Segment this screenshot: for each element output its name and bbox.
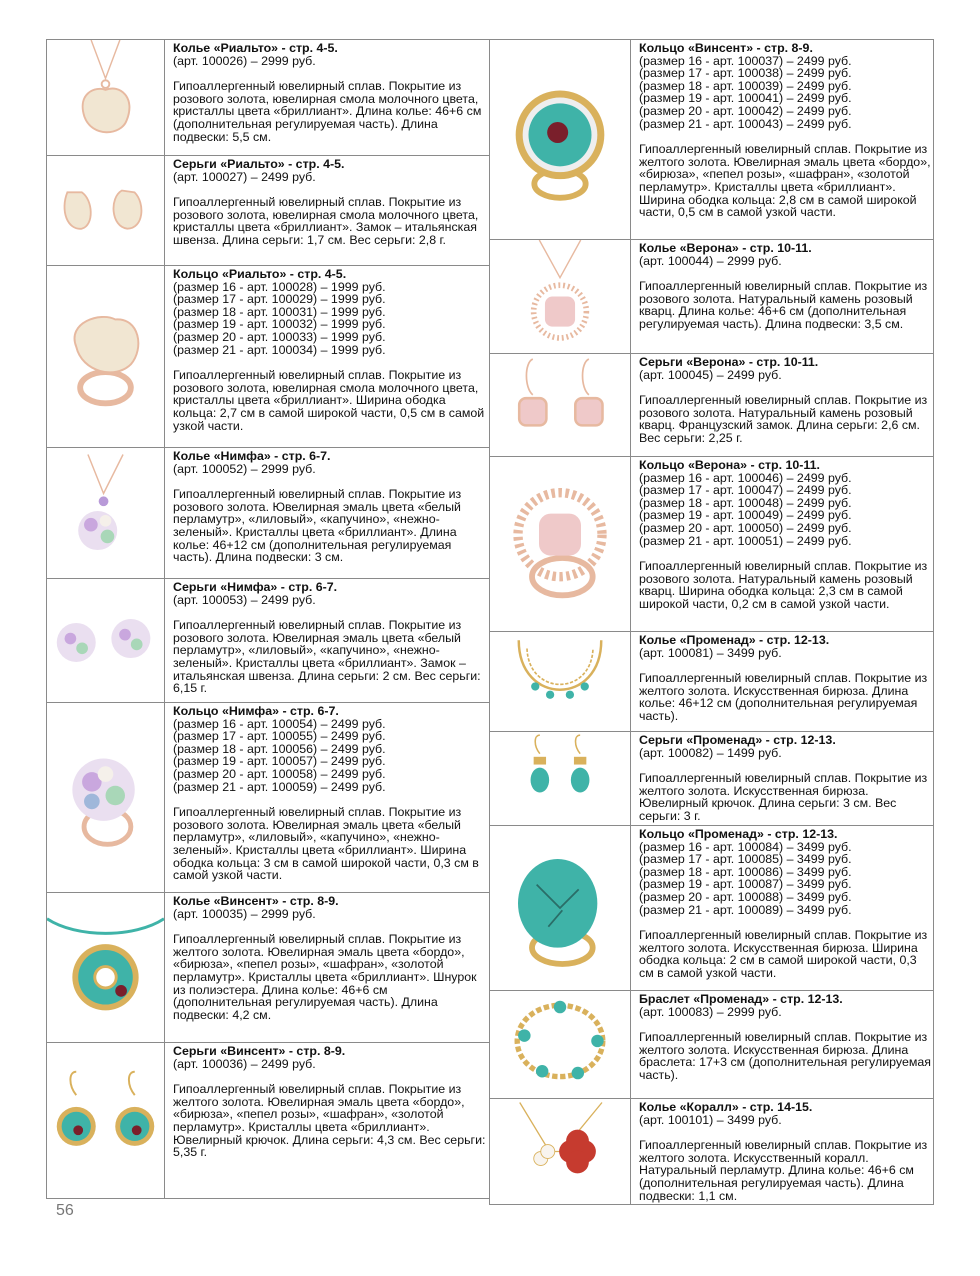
product-title: Кольцо «Винсент» - стр. 8-9. bbox=[639, 41, 813, 55]
product-title: Колье «Коралл» - стр. 14-15. bbox=[639, 1100, 813, 1114]
product-price-line: (размер 20 - арт. 100058) – 2499 руб. bbox=[173, 766, 386, 781]
product-row-verona-ring bbox=[490, 457, 933, 632]
product-price-line: (размер 17 - арт. 100029) – 1999 руб. bbox=[173, 292, 386, 307]
product-info bbox=[631, 457, 933, 631]
product-title: Колье «Верона» - стр. 10-11. bbox=[639, 241, 812, 255]
product-image-enamel-dome-ring bbox=[490, 40, 631, 239]
product-price-line: (размер 21 - арт. 100089) – 3499 руб. bbox=[639, 902, 852, 917]
product-price-line: (арт. 100036) – 2499 руб. bbox=[173, 1056, 316, 1071]
product-info bbox=[165, 579, 489, 702]
product-price-line: (арт. 100027) – 2499 руб. bbox=[173, 169, 316, 184]
product-info bbox=[165, 703, 489, 892]
product-row-vinsent-ring bbox=[490, 40, 933, 240]
product-price-line: (размер 21 - арт. 100051) – 2499 руб. bbox=[639, 533, 852, 548]
product-title: Кольцо «Нимфа» - стр. 6-7. bbox=[173, 704, 339, 718]
product-image-enamel-disc-pendant-on-cord bbox=[47, 893, 165, 1042]
product-image-rose-gold-resin-earrings bbox=[47, 156, 165, 265]
product-title: Колье «Променад» - стр. 12-13. bbox=[639, 633, 830, 647]
product-image-enamel-disc-earrings bbox=[47, 1043, 165, 1198]
product-price-line: (арт. 100052) – 2999 руб. bbox=[173, 461, 316, 476]
product-price-line: (размер 18 - арт. 100048) – 2499 руб. bbox=[639, 495, 852, 510]
product-description: Гипоаллергенный ювелирный сплав. Покрытие из розового золота, ювелирная смола молочного цвета, кристаллы цвета «бриллиант». Замок – итальянская швенза. Длина серьги: 1,7 см. Вес серьги: 2,8 г. bbox=[173, 195, 479, 247]
product-description: Гипоаллергенный ювелирный сплав. Покрытие из розового золота. Натуральный камень розовый кварц. Французский замок. Длина серьги: 2,6 см. Вес серьги: 2,25 г. bbox=[639, 393, 928, 445]
product-title: Кольцо «Верона» - стр. 10-11. bbox=[639, 458, 820, 472]
product-row-verona-earrings bbox=[490, 354, 933, 457]
product-title: Серьги «Винсент» - стр. 8-9. bbox=[173, 1044, 346, 1058]
product-price-line: (размер 20 - арт. 100050) – 2499 руб. bbox=[639, 520, 852, 535]
product-price-line: (размер 19 - арт. 100041) – 2499 руб. bbox=[639, 91, 852, 106]
product-description: Гипоаллергенный ювелирный сплав. Покрытие из розового золота, ювелирная смола молочного цвета, кристаллы цвета «бриллиант». Ширина ободка кольца: 2,7 см в самой широкой части, 0,5 см в самой узкой части. bbox=[173, 368, 485, 433]
product-title: Колье «Винсент» - стр. 8-9. bbox=[173, 894, 339, 908]
page-number: 56 bbox=[56, 1202, 74, 1219]
product-price-line: (размер 17 - арт. 100055) – 2499 руб. bbox=[173, 729, 386, 744]
product-row-vinsent-earrings bbox=[47, 1043, 489, 1198]
product-image-rose-gold-resin-ring bbox=[47, 266, 165, 447]
product-price-line: (размер 16 - арт. 100037) – 2499 руб. bbox=[639, 53, 852, 68]
product-image-flower-cluster-pendant bbox=[47, 448, 165, 578]
product-info bbox=[631, 826, 933, 990]
product-description: Гипоаллергенный ювелирный сплав. Покрытие из розового золота, ювелирная смола молочного цвета, кристаллы цвета «бриллиант». Длина колье: 46+6 см (дополнительная регулируемая часть). Длина подвески: 5,5 см. bbox=[173, 79, 482, 144]
product-title: Серьги «Нимфа» - стр. 6-7. bbox=[173, 580, 338, 594]
product-image-turquoise-dome-ring bbox=[490, 826, 631, 990]
product-title: Серьги «Променад» - стр. 12-13. bbox=[639, 733, 836, 747]
product-price-line: (размер 16 - арт. 100028) – 1999 руб. bbox=[173, 279, 386, 294]
product-row-rialto-ring bbox=[47, 266, 489, 448]
product-description: Гипоаллергенный ювелирный сплав. Покрытие из розового золота. Натуральный камень розовый кварц. Длина колье: 46+6 см (дополнительная регулируемая часть). Длина подвески: 3,5 см. bbox=[639, 279, 928, 331]
product-description: Гипоаллергенный ювелирный сплав. Покрытие из розового золота. Ювелирная эмаль цвета «белый перламутр», «лиловый», «капучино», «нежно-зеленый». Кристаллы цвета «бриллиант». Ширина ободка кольца: 3 см в самой широкой части, 0,3 см в самой узкой части. bbox=[173, 805, 479, 883]
product-description: Гипоаллергенный ювелирный сплав. Покрытие из желтого золота. Искусственная бирюза. Ювелирный крючок. Длина серьги: 3 см. Вес серьги: 3 г. bbox=[639, 771, 928, 823]
product-description: Гипоаллергенный ювелирный сплав. Покрытие из желтого золота. Искусственная бирюза. Ширина ободка кольца: 2 см в самой широкой части, 0,3 см в самой узкой части. bbox=[639, 928, 928, 980]
product-description: Гипоаллергенный ювелирный сплав. Покрытие из желтого золота. Ювелирная эмаль цвета «бордо», «бирюза», «пепел розы», «шафран», «золотой перламутр». Кристаллы цвета «бриллиант». Ширина ободка кольца: 2,8 см в самой широкой части, 0,5 см в самой узкой части. bbox=[639, 142, 931, 220]
product-info bbox=[165, 893, 489, 1042]
product-image-rose-gold-resin-pendant bbox=[47, 40, 165, 155]
product-description: Гипоаллергенный ювелирный сплав. Покрытие из желтого золота. Искусственная бирюза. Длина колье: 46+12 см (дополнительная регулируемая часть). bbox=[639, 671, 928, 723]
product-price-line: (размер 16 - арт. 100084) – 3499 руб. bbox=[639, 839, 852, 854]
product-price-line: (размер 20 - арт. 100042) – 2499 руб. bbox=[639, 103, 852, 118]
product-image-rose-quartz-ring bbox=[490, 457, 631, 631]
catalog-column-right bbox=[489, 39, 934, 1205]
product-info bbox=[165, 1043, 489, 1198]
product-price-line: (арт. 100083) – 2999 руб. bbox=[639, 1004, 782, 1019]
product-info bbox=[165, 156, 489, 265]
catalog-column-left bbox=[46, 39, 490, 1199]
product-image-turquoise-drop-earrings bbox=[490, 732, 631, 825]
product-price-line: (размер 19 - арт. 100032) – 1999 руб. bbox=[173, 317, 386, 332]
product-price-line: (размер 21 - арт. 100059) – 2499 руб. bbox=[173, 779, 386, 794]
product-title: Серьги «Риальто» - стр. 4-5. bbox=[173, 157, 345, 171]
product-price-line: (размер 17 - арт. 100038) – 2499 руб. bbox=[639, 66, 852, 81]
product-info bbox=[631, 354, 933, 456]
product-price-line: (арт. 100044) – 2999 руб. bbox=[639, 253, 782, 268]
product-price-line: (размер 17 - арт. 100047) – 2499 руб. bbox=[639, 483, 852, 498]
product-price-line: (размер 19 - арт. 100087) – 3499 руб. bbox=[639, 877, 852, 892]
product-title: Кольцо «Риальто» - стр. 4-5. bbox=[173, 267, 347, 281]
product-description: Гипоаллергенный ювелирный сплав. Покрытие из желтого золота. Искусственная бирюза. Длина браслета: 17+3 см (дополнительная регулируемая часть). bbox=[639, 1030, 931, 1082]
product-row-rialto-necklace bbox=[47, 40, 489, 156]
product-price-line: (арт. 100035) – 2999 руб. bbox=[173, 906, 316, 921]
product-description: Гипоаллергенный ювелирный сплав. Покрытие из розового золота. Ювелирная эмаль цвета «белый перламутр», «лиловый», «капучино», «нежно-зеленый». Кристаллы цвета «бриллиант». Замок – итальянская швенза. Длина серьги: 2 см. Вес серьги: 6,15 г. bbox=[173, 618, 481, 696]
product-price-line: (арт. 100053) – 2499 руб. bbox=[173, 592, 316, 607]
product-price-line: (размер 17 - арт. 100085) – 3499 руб. bbox=[639, 852, 852, 867]
product-image-flower-cluster-earrings bbox=[47, 579, 165, 702]
product-price-line: (размер 21 - арт. 100043) – 2499 руб. bbox=[639, 116, 852, 131]
product-row-promenad-earrings bbox=[490, 732, 933, 826]
product-price-line: (арт. 100082) – 1499 руб. bbox=[639, 745, 782, 760]
product-price-line: (размер 16 - арт. 100046) – 2499 руб. bbox=[639, 470, 852, 485]
product-price-line: (размер 19 - арт. 100049) – 2499 руб. bbox=[639, 508, 852, 523]
product-price-line: (арт. 100081) – 3499 руб. bbox=[639, 645, 782, 660]
product-price-line: (арт. 100101) – 3499 руб. bbox=[639, 1112, 782, 1127]
product-row-nimfa-earrings bbox=[47, 579, 489, 703]
product-row-nimfa-necklace bbox=[47, 448, 489, 579]
product-title: Кольцо «Променад» - стр. 12-13. bbox=[639, 827, 838, 841]
product-price-line: (размер 18 - арт. 100056) – 2499 руб. bbox=[173, 741, 386, 756]
product-description: Гипоаллергенный ювелирный сплав. Покрытие из желтого золота. Ювелирная эмаль цвета «бордо», «бирюза», «пепел розы», «шафран», «золотой перламутр». Кристаллы цвета «бриллиант». Ювелирный крючок. Длина серьги: 4,3 см. Вес серьги: 5,35 г. bbox=[173, 1082, 486, 1160]
product-price-line: (арт. 100026) – 2999 руб. bbox=[173, 53, 316, 68]
product-info bbox=[631, 991, 933, 1098]
product-price-line: (размер 18 - арт. 100039) – 2499 руб. bbox=[639, 78, 852, 93]
product-info bbox=[165, 448, 489, 578]
product-row-rialto-earrings bbox=[47, 156, 489, 266]
product-row-nimfa-ring bbox=[47, 703, 489, 893]
product-row-verona-necklace bbox=[490, 240, 933, 354]
product-price-line: (арт. 100045) – 2499 руб. bbox=[639, 367, 782, 382]
product-title: Серьги «Верона» - стр. 10-11. bbox=[639, 355, 819, 369]
product-title: Колье «Риальто» - стр. 4-5. bbox=[173, 41, 338, 55]
product-row-promenad-bracelet bbox=[490, 991, 933, 1099]
product-image-rose-quartz-sun-pendant bbox=[490, 240, 631, 353]
product-image-coral-clover-necklace bbox=[490, 1099, 631, 1204]
product-info bbox=[631, 1099, 933, 1204]
product-info bbox=[165, 266, 489, 447]
product-info bbox=[631, 632, 933, 731]
product-info bbox=[631, 40, 933, 239]
product-image-turquoise-chain-necklace bbox=[490, 632, 631, 731]
product-price-line: (размер 21 - арт. 100034) – 1999 руб. bbox=[173, 342, 386, 357]
product-description: Гипоаллергенный ювелирный сплав. Покрытие из розового золота. Ювелирная эмаль цвета «белый перламутр», «лиловый», «капучино», «нежно-зеленый». Кристаллы цвета «бриллиант». Длина колье: 46+12 см (дополнительная регулируемая часть). Длина подвески: 3 см. bbox=[173, 487, 462, 565]
product-description: Гипоаллергенный ювелирный сплав. Покрытие из розового золота. Натуральный камень розовый кварц. Ширина ободка кольца: 2,3 см в самой широкой части, 0,2 см в самой узкой части. bbox=[639, 559, 928, 611]
product-row-promenad-necklace bbox=[490, 632, 933, 732]
product-price-line: (размер 19 - арт. 100057) – 2499 руб. bbox=[173, 754, 386, 769]
product-image-rose-quartz-drop-earrings bbox=[490, 354, 631, 456]
product-row-korall-necklace bbox=[490, 1099, 933, 1204]
product-image-turquoise-chain-bracelet bbox=[490, 991, 631, 1098]
product-row-vinsent-necklace bbox=[47, 893, 489, 1043]
product-description: Гипоаллергенный ювелирный сплав. Покрытие из желтого золота. Ювелирная эмаль цвета «бордо», «бирюза», «пепел розы», «шафран», «золотой перламутр». Кристаллы цвета «бриллиант». Шнурок из полиэстера. Длина колье: 46+6 см (дополнительная регулируемая часть). Длина подвески: 4,2 см. bbox=[173, 932, 477, 1022]
product-title: Колье «Нимфа» - стр. 6-7. bbox=[173, 449, 331, 463]
product-row-promenad-ring bbox=[490, 826, 933, 991]
product-price-line: (размер 16 - арт. 100054) – 2499 руб. bbox=[173, 716, 386, 731]
product-info bbox=[165, 40, 489, 155]
product-price-line: (размер 20 - арт. 100088) – 3499 руб. bbox=[639, 889, 852, 904]
product-title: Браслет «Променад» - стр. 12-13. bbox=[639, 992, 843, 1006]
product-price-line: (размер 20 - арт. 100033) – 1999 руб. bbox=[173, 329, 386, 344]
product-description: Гипоаллергенный ювелирный сплав. Покрытие из желтого золота. Искусственный коралл. Натуральный перламутр. Длина колье: 46+6 см (дополнительная регулируемая часть). Длина подвески: 1,1 см. bbox=[639, 1138, 928, 1203]
product-info bbox=[631, 732, 933, 825]
product-price-line: (размер 18 - арт. 100086) – 3499 руб. bbox=[639, 864, 852, 879]
product-info bbox=[631, 240, 933, 353]
product-price-line: (размер 18 - арт. 100031) – 1999 руб. bbox=[173, 304, 386, 319]
product-image-flower-cluster-ring bbox=[47, 703, 165, 892]
